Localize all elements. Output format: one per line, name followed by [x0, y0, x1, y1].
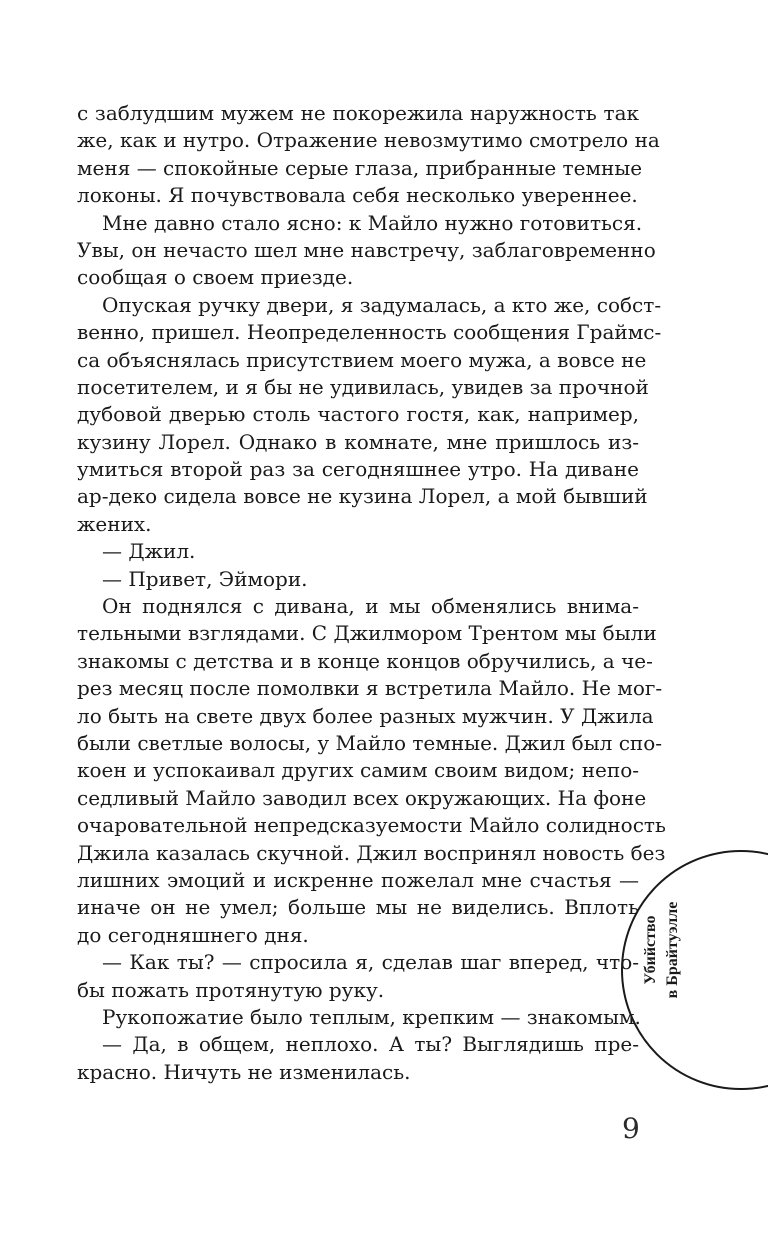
text-line: сообщая о своем приезде.	[77, 265, 354, 290]
dialogue-line: — Как ты? — спросила я, сделав шаг вперед, что-	[102, 950, 639, 975]
text-line: Мне давно стало ясно: к Майло нужно готовиться.	[102, 210, 643, 235]
text-line: посетителем, и я бы не удивилась, увидев за прочной	[77, 374, 649, 399]
text-line: коен и успокаивал других самим своим видом; непо-	[77, 758, 639, 783]
text-line: же, как и нутро. Отражение невозмутимо смотрело на	[77, 128, 660, 153]
text-line: дубовой дверью столь частого гостя, как, например,	[77, 402, 639, 427]
text-line: Джила казалась скучной. Джил воспринял новость без	[77, 840, 666, 865]
text-line: седливый Майло заводил всех окружающих. На фоне	[77, 785, 647, 810]
text-line: тельными взглядами. С Джилмором Трентом мы были	[77, 621, 657, 646]
text-line: ло быть на свете двух более разных мужчин. У Джила	[77, 703, 654, 728]
dialogue-line: — Привет, Эймори.	[102, 566, 308, 591]
text-line: меня — спокойные серые глаза, прибранные темные	[77, 155, 643, 180]
text-line: локоны. Я почувствовала себя несколько увереннее.	[77, 183, 638, 208]
dialogue-line: — Да, в общем, неплохо. А ты? Выглядишь пре-	[102, 1032, 639, 1057]
text-line: жених.	[77, 511, 152, 536]
text-line: Опуская ручку двери, я задумалась, а кто же, собст-	[102, 292, 662, 317]
book-title-tab	[640, 880, 684, 1020]
text-line: были светлые волосы, у Майло темные. Джил был спо-	[77, 730, 663, 755]
text-line: Он поднялся с дивана, и мы обменялись внима-	[102, 594, 639, 619]
text-line: лишних эмоций и искренне пожелал мне счастья —	[77, 867, 639, 892]
dialogue-line: — Джил.	[102, 539, 196, 564]
text-line: рез месяц после помолвки я встретила Майло. Не мог-	[77, 676, 663, 701]
text-line: ар-деко сидела вовсе не кузина Лорел, а мой бывший	[77, 484, 648, 509]
page-number: 9	[622, 1112, 640, 1145]
book-title-line-1: Убийство	[642, 915, 659, 985]
text-line: Рукопожатие было теплым, крепким — знакомым.	[102, 1004, 641, 1029]
text-line: очаровательной непредсказуемости Майло солидность	[77, 813, 666, 838]
text-line: са объяснялась присутствием моего мужа, а вовсе не	[77, 347, 647, 372]
text-line: Увы, он нечасто шел мне навстречу, заблаговременно	[77, 237, 656, 262]
book-title-line-2: в Брайтуэлле	[664, 901, 681, 999]
text-line: иначе он не умел; больше мы не виделись. Вплоть	[77, 895, 639, 920]
text-line: с заблудшим мужем не покорежила наружность так	[77, 101, 639, 125]
text-line: красно. Ничуть не изменилась.	[77, 1059, 411, 1084]
text-line: венно, пришел. Неопределенность сообщения Граймс-	[77, 320, 662, 345]
text-line: умиться второй раз за сегодняшнее утро. На диване	[77, 457, 639, 482]
text-line: знакомы с детства и в конце концов обручились, а че-	[77, 648, 653, 673]
text-line: бы пожать протянутую руку.	[77, 977, 385, 1002]
text-line: кузину Лорел. Однако в комнате, мне пришлось из-	[77, 429, 639, 454]
text-line: до сегодняшнего дня.	[77, 922, 309, 947]
